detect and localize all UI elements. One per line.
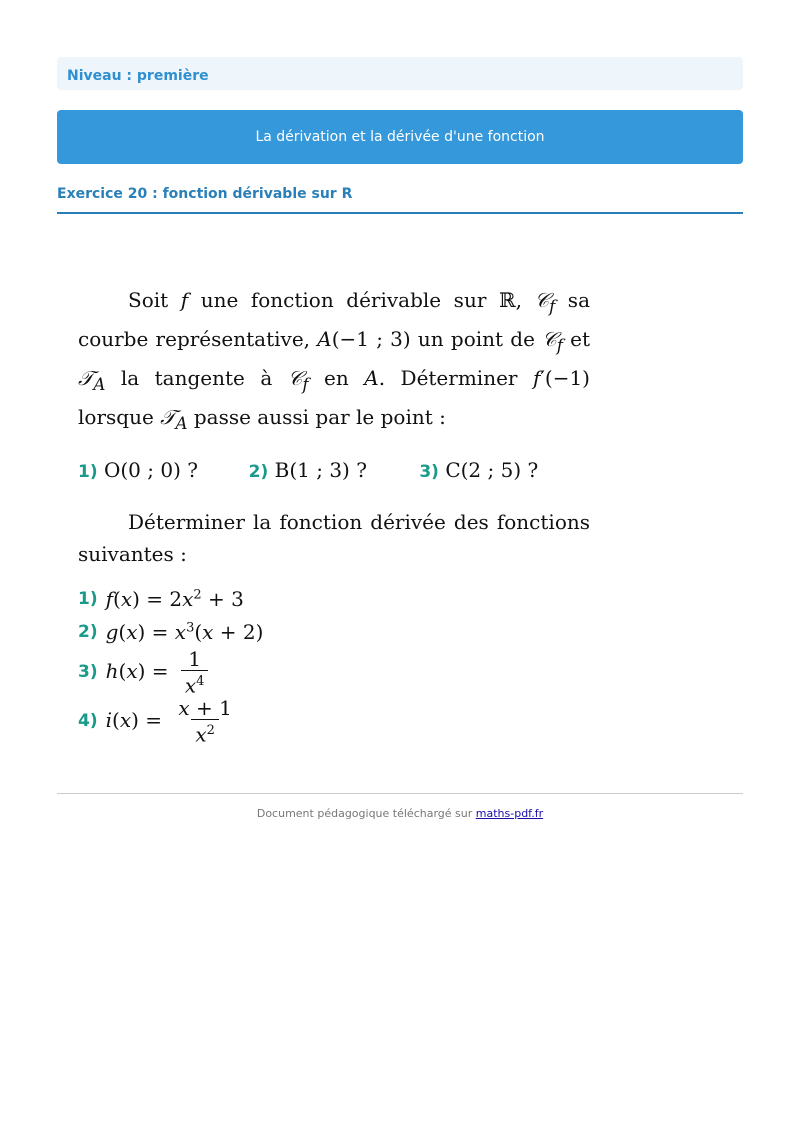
item-number: 2) xyxy=(78,621,98,642)
exercise-statement: Soit f une fonction dérivable sur ℝ, 𝒞$_f$ sa courbe représentative, A(−1 ; 3) un point de 𝒞$_f$ et 𝒯$_A$ la tangente à 𝒞$_f$ en A. Déterminer f′(−1) lorsque 𝒯$_A$ passe aussi par le point : xyxy=(78,288,591,433)
point-item xyxy=(419,458,590,482)
function-item xyxy=(78,615,590,648)
function-formula: i(x) = $\frac{x + 1}{x^2}$ xyxy=(105,695,232,747)
function-item xyxy=(78,582,590,615)
function-item xyxy=(78,648,590,697)
function-formula: h(x) = $\frac{1}{x^4}$ xyxy=(106,648,209,697)
item-number: 4) xyxy=(78,710,98,731)
footer xyxy=(57,807,743,820)
point-expression: B(1 ; 3) ? xyxy=(274,458,367,482)
level-banner xyxy=(57,57,743,90)
footer-link[interactable]: maths-pdf.fr xyxy=(475,807,544,820)
point-item xyxy=(249,458,420,482)
item-number: 3) xyxy=(419,462,439,482)
function-formula: $f(x) = 2x^2 + 3$ xyxy=(105,586,244,611)
point-item xyxy=(78,458,249,482)
footer-divider xyxy=(57,793,743,794)
second-question: Déterminer la fonction dérivée des fonctions suivantes : xyxy=(78,510,590,566)
exercise-title: Exercice 20 : fonction dérivable sur R xyxy=(57,186,743,214)
item-number: 2) xyxy=(248,462,269,482)
point-expression: O(0 ; 0) ? xyxy=(103,458,198,482)
level-label: Niveau : première xyxy=(67,68,209,84)
functions-list xyxy=(78,582,590,745)
function-formula: $g(x) = x^3(x + 2)$ xyxy=(105,619,264,644)
function-item xyxy=(78,697,590,746)
chapter-title-bar xyxy=(57,110,743,164)
exercise-content xyxy=(78,284,590,745)
chapter-title: La dérivation et la dérivée d'une fonction xyxy=(255,129,545,145)
item-number: 1) xyxy=(78,462,98,482)
footer-text: Document pédagogique téléchargé sur xyxy=(256,807,473,820)
item-number: 3) xyxy=(78,662,98,683)
item-number: 1) xyxy=(78,588,98,609)
points-list xyxy=(78,454,590,486)
point-expression: C(2 ; 5) ? xyxy=(445,458,539,482)
